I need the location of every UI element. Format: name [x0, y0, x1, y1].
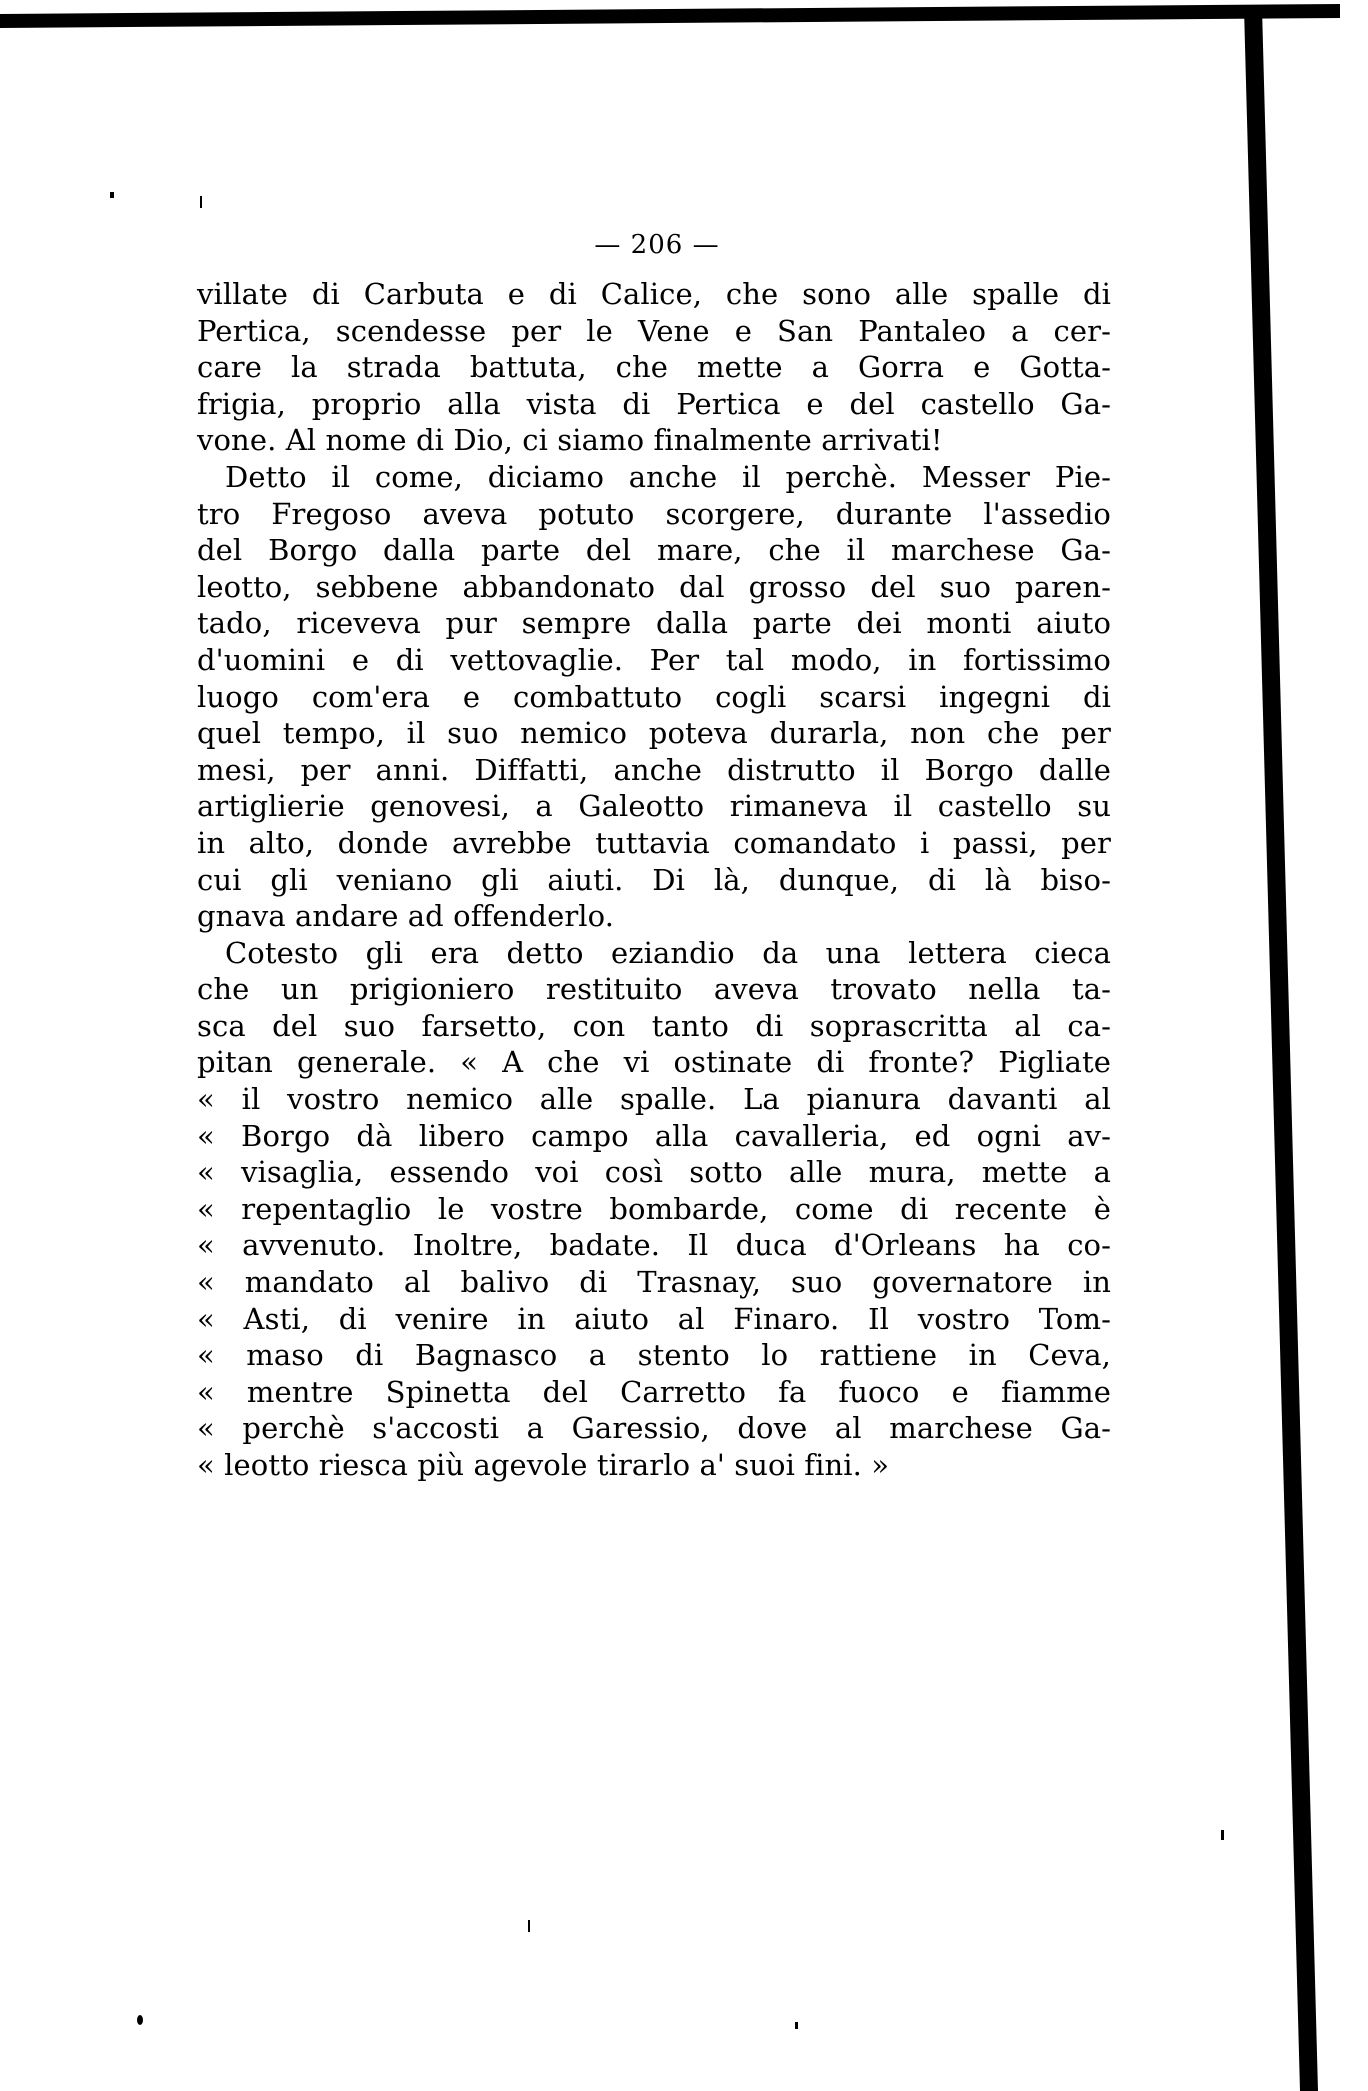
text-line: in alto, donde avrebbe tuttavia comandato i passi, per	[197, 825, 1111, 860]
text-line: artiglierie genovesi, a Galeotto rimaneva il castello su	[197, 789, 1111, 824]
text-line: « repentaglio le vostre bombarde, come di recente è	[197, 1191, 1111, 1226]
text-line: vone. Al nome di Dio, ci siamo finalmente arrivati!	[197, 423, 943, 458]
text-line: « il vostro nemico alle spalle. La pianura davanti al	[197, 1082, 1111, 1117]
text-line: che un prigioniero restituito aveva trovato nella ta-	[197, 972, 1111, 1007]
text-line: luogo com'era e combattuto cogli scarsi ingegni di	[197, 679, 1111, 714]
text-line: Cotesto gli era detto eziandio da una lettera cieca	[225, 935, 1111, 970]
text-line: quel tempo, il suo nemico poteva durarla, non che per	[197, 716, 1111, 751]
text-line: « Borgo dà libero campo alla cavalleria, ed ogni av-	[197, 1118, 1111, 1153]
text-line: « Asti, di venire in aiuto al Finaro. Il vostro Tom-	[197, 1301, 1111, 1336]
scan-speck	[137, 2015, 143, 2025]
paragraph-2	[197, 459, 1111, 935]
text-line: tado, riceveva pur sempre dalla parte dei monti aiuto	[197, 606, 1111, 641]
scan-border-top	[0, 4, 1340, 28]
text-line: care la strada battuta, che mette a Gorra e Gotta-	[197, 350, 1111, 385]
text-line: « visaglia, essendo voi così sotto alle mura, mette a	[197, 1155, 1111, 1190]
text-line: del Borgo dalla parte del mare, che il marchese Ga-	[197, 533, 1111, 568]
scan-speck	[528, 1920, 530, 1932]
body-text	[197, 276, 1111, 1484]
scan-speck	[795, 2022, 798, 2029]
text-line: « mandato al balivo di Trasnay, suo governatore in	[197, 1265, 1111, 1300]
paragraph-3	[197, 935, 1111, 1484]
text-line: d'uomini e di vettovaglie. Per tal modo, in fortissimo	[197, 642, 1111, 677]
text-line: « avvenuto. Inoltre, badate. Il duca d'Orleans ha co-	[197, 1228, 1111, 1263]
scan-speck	[200, 196, 202, 208]
text-line: sca del suo farsetto, con tanto di soprascritta al ca-	[197, 1008, 1111, 1043]
text-line: gnava andare ad offenderlo.	[197, 899, 615, 934]
text-line: « perchè s'accosti a Garessio, dove al marchese Ga-	[197, 1411, 1111, 1446]
text-line: tro Fregoso aveva potuto scorgere, durante l'assedio	[197, 496, 1111, 531]
text-line: Pertica, scendesse per le Vene e San Pantaleo a cer-	[197, 313, 1111, 348]
scan-speck	[110, 192, 114, 198]
text-line: « mentre Spinetta del Carretto fa fuoco e fiamme	[197, 1374, 1111, 1409]
text-line: « leotto riesca più agevole tirarlo a' suoi fini. »	[197, 1448, 890, 1482]
scan-speck	[1221, 1830, 1224, 1840]
text-line: villate di Carbuta e di Calice, che sono alle spalle di	[197, 277, 1111, 311]
text-line: leotto, sebbene abbandonato dal grosso del suo paren-	[197, 569, 1111, 604]
text-line: cui gli veniano gli aiuti. Di là, dunque, di là biso-	[197, 862, 1111, 897]
text-line: Detto il come, diciamo anche il perchè. Messer Pie-	[225, 459, 1111, 494]
text-line: frigia, proprio alla vista di Pertica e del castello Ga-	[197, 386, 1111, 421]
page-number: — 206 —	[594, 230, 720, 260]
text-line: mesi, per anni. Diffatti, anche distrutto il Borgo dalle	[197, 752, 1111, 787]
text-line: pitan generale. « A che vi ostinate di fronte? Pigliate	[197, 1045, 1111, 1080]
text-line: « maso di Bagnasco a stento lo rattiene in Ceva,	[197, 1338, 1111, 1373]
paragraph-1	[197, 276, 1111, 459]
